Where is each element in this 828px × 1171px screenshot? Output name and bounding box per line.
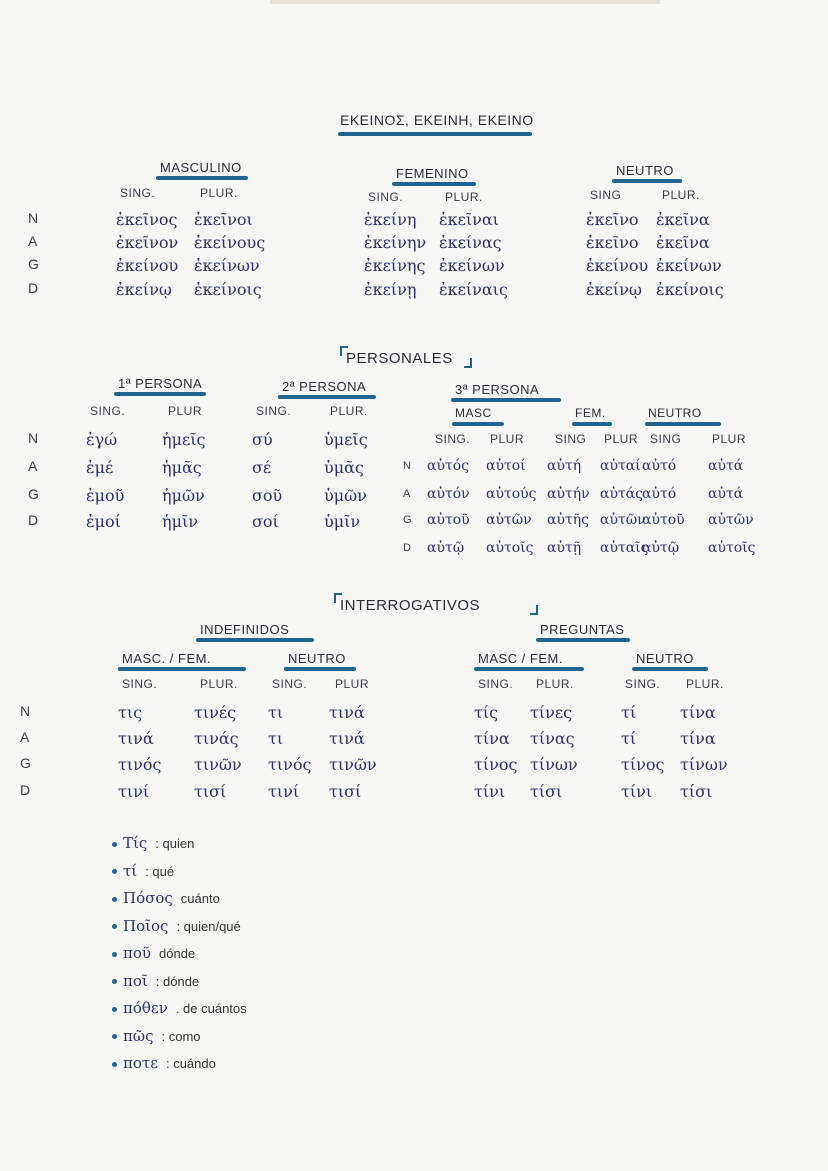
plur-header: PLUR. [536,677,574,691]
sing-header: SING [555,432,587,446]
form-plur: ἐκεῖνα [656,210,710,229]
case-label: N [20,703,31,719]
form-plur: ἐκείνοις [194,280,262,299]
subgroup-heading: FEM. [575,406,606,420]
subgroup-heading: MASC [455,406,492,420]
form-sing: τινός [118,755,162,774]
group-heading-underline [114,392,206,396]
form-plur: τινά [329,729,365,748]
sing-header: SING [650,432,682,446]
form-plur: ἡμεῖς [162,430,206,449]
form-plur: τίσι [680,782,713,801]
bracket-close [530,605,538,615]
form-sing: ἐκεῖνο [586,233,639,252]
bullet-icon [112,842,117,847]
form-sing: σοί [252,512,279,531]
section-title: ΕΚΕΙΝΟΣ, ΕΚΕΙΝΗ, ΕΚΕΙΝΟ [340,112,534,128]
vocab-greek: τί [123,861,138,880]
vocab-item [112,1027,201,1045]
form-plur: ἐκείνους [194,233,266,252]
case-label: A [28,233,38,249]
plur-header: PLUR [604,432,639,446]
case-label: D [403,542,411,554]
form-plur: ὑμῖν [324,512,361,531]
form-sing: ἐκεῖνον [116,233,179,252]
form-sing: τινός [268,755,312,774]
form-plur: τισί [329,782,362,801]
vocab-item [112,834,194,852]
form-plur: αὐτούς [486,486,537,502]
form-sing: ἐκεῖνος [116,210,178,229]
form-sing: αὐτή [547,458,582,474]
subgroup-heading-underline [572,422,612,426]
sing-header: SING. [120,186,156,200]
sing-header: SING. [478,677,514,691]
form-plur: ἐκείνων [194,256,260,275]
subgroup-heading-underline [452,422,504,426]
case-label: G [28,256,39,272]
vocab-meaning: : quien [155,836,195,851]
form-plur: τινάς [194,729,239,748]
form-plur: τινῶν [329,755,377,774]
vocab-meaning: : qué [145,863,175,879]
form-sing: τι [268,703,284,722]
plur-header: PLUR [168,404,203,418]
bullet-icon [112,1034,117,1039]
group-heading: MASC / FEM. [478,651,563,666]
group-heading: 1ª PERSONA [118,376,203,391]
plur-header: PLUR. [445,190,483,204]
vocab-greek: ποτε [123,1054,158,1072]
form-plur: τίνων [680,755,728,774]
form-sing: ἐκείνῃ [364,280,417,299]
plur-header: PLUR. [330,404,368,418]
group-heading: 3ª PERSONA [455,382,540,397]
sing-header: SING. [90,404,126,418]
form-sing: τίνι [474,782,506,801]
form-sing: τί [621,703,637,722]
form-sing: τινά [118,729,154,748]
vocab-meaning: : quien/qué [176,918,241,934]
form-sing: αὐτόν [427,486,470,502]
form-sing: αὐτῆς [547,512,589,528]
group-heading-underline [118,667,246,671]
plur-header: PLUR [712,432,747,446]
form-sing: αὐτήν [547,486,590,502]
subgroup-heading: NEUTRO [648,406,702,420]
form-plur: αὐτάς [600,486,644,502]
form-sing: ἐκείνου [116,256,179,275]
form-sing: τί [621,729,637,748]
sing-header: SING. [625,677,661,691]
form-sing: τινί [268,782,300,801]
form-sing: ἐγώ [86,430,118,449]
form-plur: τίνα [680,703,716,722]
group-heading-underline [392,182,476,186]
form-plur: αὐτῶν [486,512,532,528]
section-title: PERSONALES [346,350,453,367]
form-sing: ἐκεῖνο [586,210,639,229]
group-heading: FEMENINO [396,166,469,181]
form-sing: σέ [252,458,272,477]
case-label: D [28,512,39,528]
group-heading-underline [278,395,376,399]
form-sing: αὐτό [642,486,677,502]
plur-header: PLUR. [686,677,724,691]
case-label: N [28,430,39,446]
form-plur: αὐτῶν [708,512,754,528]
case-label: A [20,729,30,745]
vocab-item [112,1054,216,1072]
plur-header: PLUR [490,432,525,446]
bullet-icon [112,1062,117,1067]
form-plur: ἐκεῖνοι [194,210,253,229]
sing-header: SING. [435,432,471,446]
form-plur: ὑμεῖς [324,430,368,449]
form-sing: ἐκείνης [364,256,426,275]
vocab-meaning: dónde [159,946,196,961]
case-label: G [20,755,31,771]
plur-header: PLUR. [662,188,700,202]
case-label: N [28,210,39,226]
form-plur: τίνα [680,729,716,748]
form-plur: ἐκεῖνα [656,233,710,252]
form-sing: ἐκείνου [586,256,649,275]
bracket-open [340,346,348,356]
vocab-greek: ποῦ [123,944,152,962]
form-sing: αὐτοῦ [427,512,470,528]
form-plur: ἐκείνοις [656,280,724,299]
group-heading: MASC. / FEM. [122,651,212,666]
bullet-icon [112,1007,117,1012]
group-heading-underline [612,179,682,183]
form-sing: σύ [252,430,273,449]
sing-header: SING [590,188,622,202]
group-heading: NEUTRO [636,651,694,666]
form-sing: ἐκείνῳ [586,280,642,299]
form-plur: ἐκείνων [656,256,722,275]
plur-header: PLUR. [200,677,238,691]
form-plur: ἡμῖν [162,512,198,531]
form-plur: ἐκεῖναι [439,210,499,229]
form-sing: ἐκείνη [364,210,417,229]
bullet-icon [112,952,117,957]
case-label: G [28,486,39,502]
form-plur: τισί [194,782,227,801]
vocab-item [112,944,195,962]
vocab-greek: πῶς [123,1026,154,1045]
group-heading-underline [632,667,708,671]
form-sing: τίνος [474,755,518,774]
bullet-icon [112,897,117,902]
vocab-meaning: : cuándo [165,1056,216,1071]
form-sing: τίνι [621,782,653,801]
form-plur: αὐτῶν [600,512,646,528]
form-plur: ἐκείνας [439,233,502,252]
vocab-greek: Ποῖος [123,916,169,935]
group-heading: 2ª PERSONA [282,379,367,394]
form-sing: τίς [474,703,499,722]
vocab-item [112,917,241,935]
form-plur: αὐτοῖς [708,540,756,556]
vocab-meaning: cuánto [180,891,220,906]
form-sing: τίνα [474,729,510,748]
form-sing: σοῦ [252,486,283,505]
form-plur: τινά [329,703,365,722]
form-sing: αὐτῷ [642,540,680,556]
form-plur: τίσι [530,782,563,801]
group-heading: MASCULINO [160,160,242,175]
page-edge-mark [270,0,660,4]
form-plur: ἡμῶν [162,486,205,505]
form-plur: αὐταί [600,458,641,474]
form-plur: τινῶν [194,755,242,774]
form-sing: αὐτοῦ [642,512,685,528]
form-sing: αὐτῷ [427,540,465,556]
vocab-meaning: : dónde [155,973,200,989]
form-plur: αὐτά [708,486,744,502]
block-heading: PREGUNTAS [540,622,625,637]
block-heading: INDEFINIDOS [200,622,290,637]
form-plur: τινές [194,703,237,722]
group-heading: NEUTRO [616,163,674,178]
case-label: D [20,782,31,798]
form-plur: αὐτά [708,458,744,474]
vocab-greek: Πόσος [123,889,173,907]
vocab-meaning: . de cuántos [175,1001,247,1016]
form-plur: τίνας [530,729,575,748]
vocab-greek: πόθεν [123,999,168,1017]
group-heading-underline [451,398,561,402]
form-sing: αὐτός [427,458,469,474]
form-sing: ἐμέ [86,458,114,477]
section-title: INTERROGATIVOS [340,597,481,614]
form-plur: τίνων [530,755,578,774]
bracket-close [464,358,472,368]
form-plur: ἐκείνων [439,256,505,275]
sing-header: SING. [256,404,292,418]
sing-header: SING. [122,677,158,691]
form-plur: αὐτοί [486,458,526,474]
form-plur: αὐτοῖς [486,540,534,556]
vocab-greek: ποῖ [123,971,148,990]
vocab-item [112,999,247,1017]
bullet-icon [112,869,117,874]
form-plur: ἡμᾶς [162,458,202,477]
form-sing: τινί [118,782,150,801]
bullet-icon [112,979,117,984]
plur-header: PLUR. [200,186,238,200]
form-plur: ὑμᾶς [324,458,364,477]
form-sing: ἐκείνην [364,233,427,252]
case-label: G [403,514,412,526]
group-heading-underline [284,667,356,671]
form-sing: αὐτό [642,458,677,474]
form-sing: ἐμοί [86,512,121,531]
form-sing: τίνος [621,755,665,774]
form-sing: ἐκείνῳ [116,280,172,299]
case-label: A [28,458,38,474]
sing-header: SING. [272,677,308,691]
subgroup-heading-underline [645,422,721,426]
vocab-item [112,862,174,880]
section-title-underline [338,132,532,136]
group-heading: NEUTRO [288,651,346,666]
plur-header: PLUR [335,677,370,691]
form-plur: ὑμῶν [324,486,367,505]
bracket-open [334,593,342,603]
group-heading-underline [474,667,584,671]
group-heading-underline [156,176,248,180]
form-plur: τίνες [530,703,573,722]
form-plur: ἐκείναις [439,280,508,299]
case-label: D [28,280,39,296]
vocab-item [112,889,220,907]
block-heading-underline [196,638,314,642]
block-heading-underline [536,638,630,642]
case-label: N [403,460,411,472]
form-sing: αὐτῇ [547,540,582,556]
case-label: A [403,488,411,500]
form-sing: ἐμοῦ [86,486,125,505]
vocab-greek: Τίς [123,834,148,852]
form-plur: αὐταῖς [600,540,649,556]
form-sing: τι [268,729,284,748]
vocab-meaning: : como [161,1028,201,1044]
vocab-item [112,972,199,990]
sing-header: SING. [368,190,404,204]
form-sing: τις [118,703,143,722]
bullet-icon [112,924,117,929]
